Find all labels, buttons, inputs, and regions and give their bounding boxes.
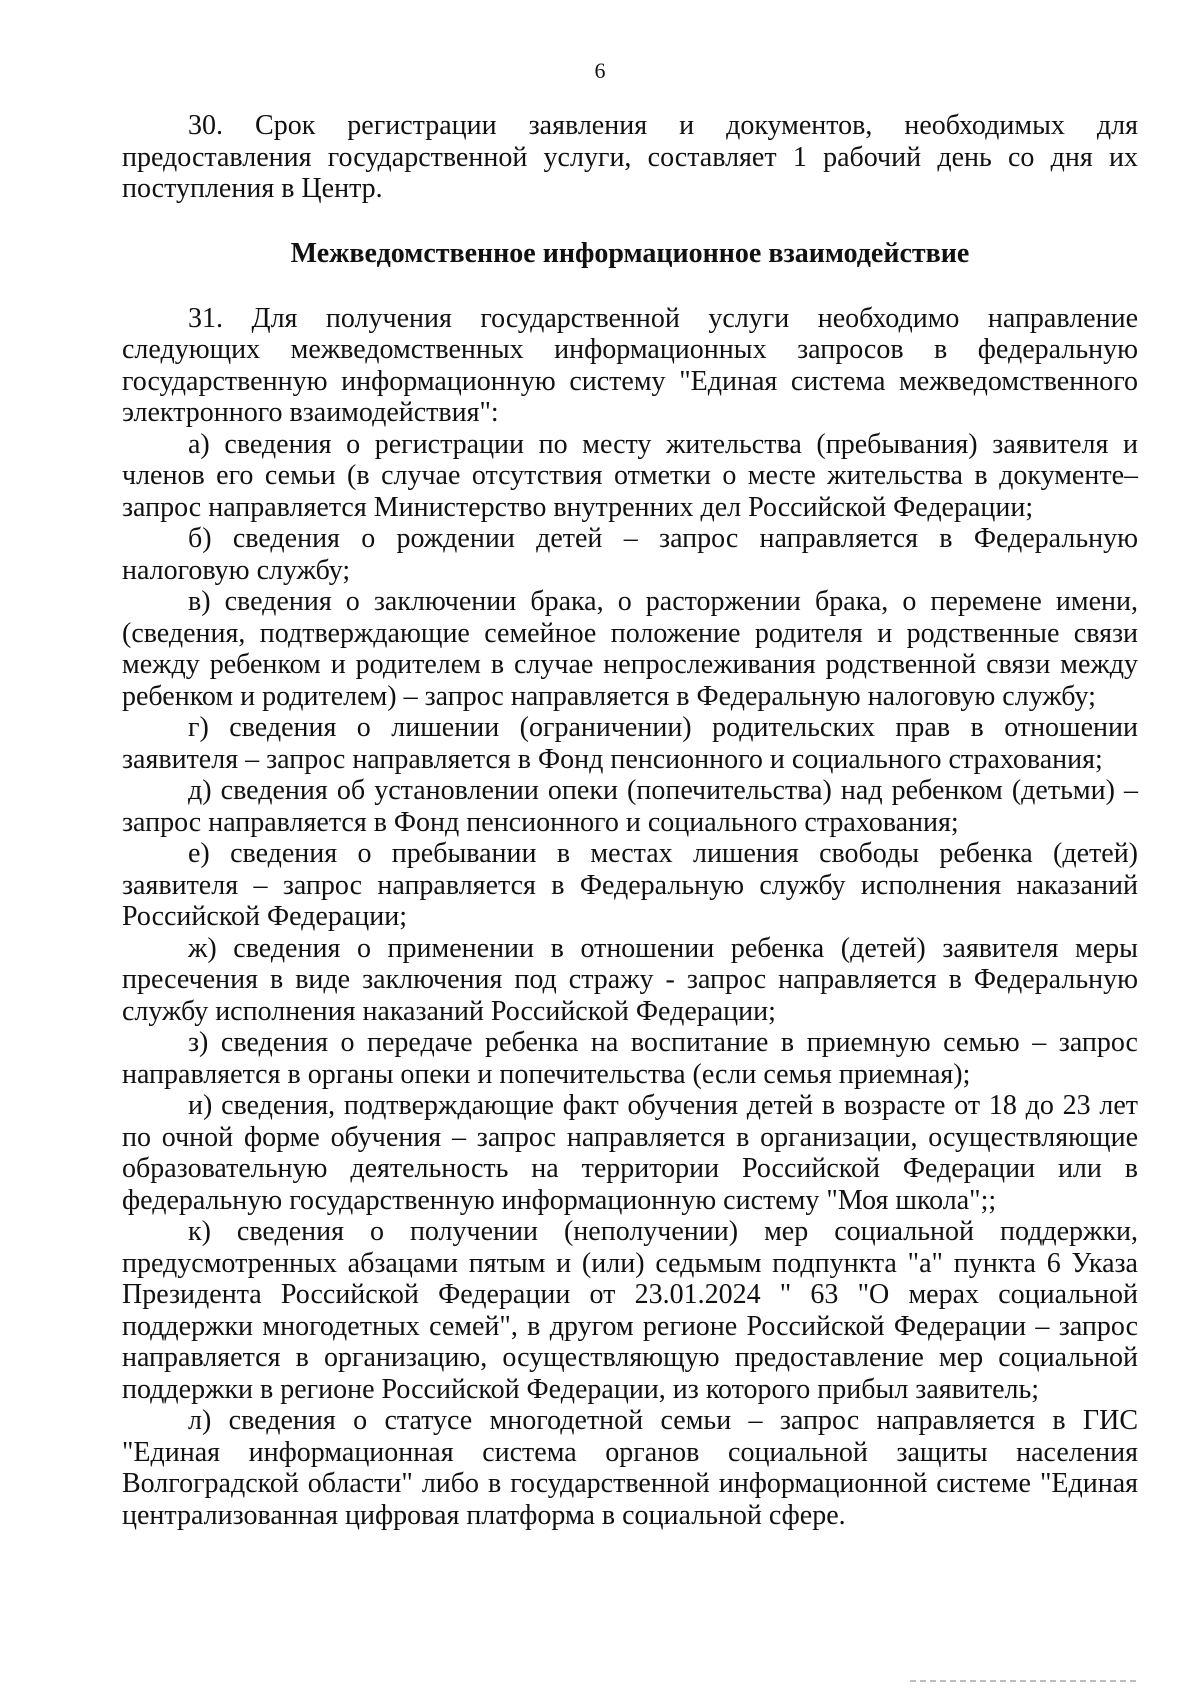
list-item-k: к) сведения о получении (неполучении) мер социальной поддержки, предусмотренных абзацами пятым и (или) седьмым подпункта "а" пункта 6 Указа Президента Российской Федерации от 23.01.2024 " 63 "О мерах социальной поддержки многодетных семей", в другом регионе Российской Федерации – запрос направляется в организацию, осуществляющую предоставление мер социальной поддержки в регионе Российской Федерации, из которого прибыл заявитель; (122, 1216, 1138, 1405)
list-item-g: г) сведения о лишении (ограничении) родительских прав в отношении заявителя – запрос направляется в Фонд пенсионного и социального страхования; (122, 712, 1138, 775)
list-item-v: в) сведения о заключении брака, о расторжении брака, о перемене имени, (сведения, подтверждающие семейное положение родителя и родственные связи между ребенком и родителем в случае непрослеживания родственной связи между ребенком и родителем) – запрос направляется в Федеральную налоговую службу; (122, 586, 1138, 712)
list-item-i: и) сведения, подтверждающие факт обучения детей в возрасте от 18 до 23 лет по очной форме обучения – запрос направляется в организации, осуществляющие образовательную деятельность на территории Российской Федерации или в федеральную государственную информационную систему "Моя школа";; (122, 1090, 1138, 1216)
list-item-a: а) сведения о регистрации по месту жительства (пребывания) заявителя и членов его семьи (в случае отсутствия отметки о месте жительства в документе– запрос направляется Министерство внутренних дел Российской Федерации; (122, 428, 1138, 523)
page-number: 6 (594, 58, 606, 83)
list-item-l: л) сведения о статусе многодетной семьи – запрос направляется в ГИС "Единая информационная система органов социальной защиты населения Волгоградской области" либо в государственной информационной системе "Единая централизованная цифровая платформа в социальной сфере. (122, 1405, 1138, 1531)
list-item-zh: ж) сведения о применении в отношении ребенка (детей) заявителя меры пресечения в виде заключения под стражу - запрос направляется в Федеральную службу исполнения наказаний Российской Федерации; (122, 932, 1138, 1027)
list-item-z: з) сведения о передаче ребенка на воспитание в приемную семью – запрос направляется в органы опеки и попечительства (если семья приемная); (122, 1027, 1138, 1090)
paragraph-30: 30. Срок регистрации заявления и документов, необходимых для предоставления государственной услуги, составляет 1 рабочий день со дня их поступления в Центр. (122, 110, 1138, 204)
section-heading: Межведомственное информационное взаимодействие (290, 237, 970, 269)
paragraph-31-intro: 31. Для получения государственной услуги необходимо направление следующих межведомственных информационных запросов в федеральную государственную информационную систему "Единая система межведомственного электронного взаимодействия": (122, 302, 1138, 428)
document-body (122, 110, 1138, 1531)
list-item-b: б) сведения о рождении детей – запрос направляется в Федеральную налоговую службу; (122, 523, 1138, 586)
list-item-e: е) сведения о пребывании в местах лишения свободы ребенка (детей) заявителя – запрос направляется в Федеральную службу исполнения наказаний Российской Федерации; (122, 838, 1138, 932)
list-item-d: д) сведения об установлении опеки (попечительства) над ребенком (детьми) – запрос направляется в Фонд пенсионного и социального страхования; (122, 775, 1138, 838)
scan-artifact-line (910, 1680, 1140, 1682)
